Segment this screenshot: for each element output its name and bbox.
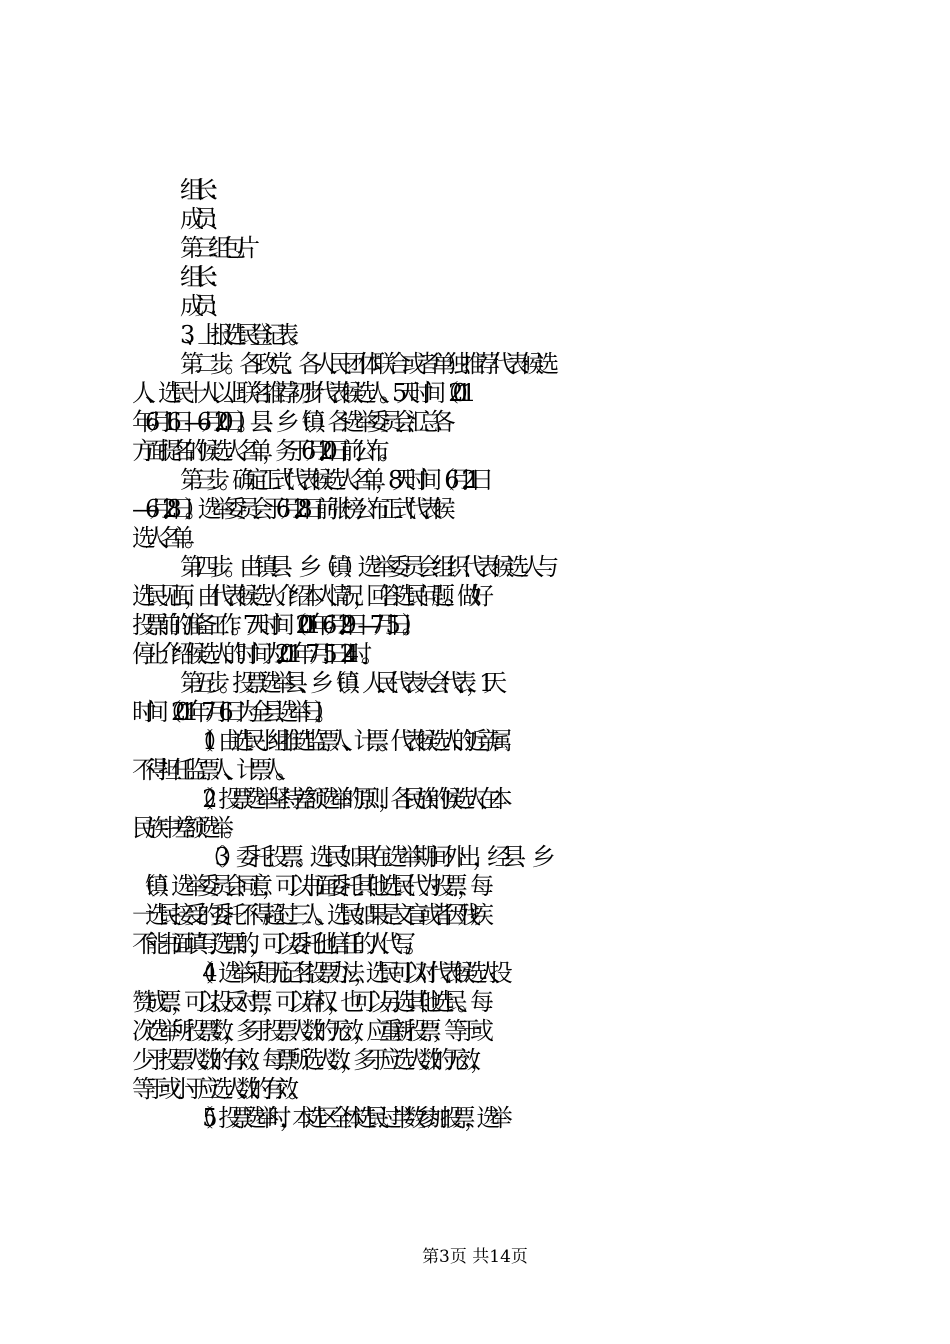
text-line: （镇）选举委员会同意，可以书面委托其他选民代为投票，每: [132, 872, 483, 900]
text-line: 成员：: [180, 205, 222, 233]
text-line: （2）投票选举坚持差额选举的原则，各民族的候选人在本: [190, 785, 502, 813]
text-line: 组长：: [180, 176, 222, 204]
text-line: 方面提名的候选人名单，务于6月20日前公布。: [132, 437, 392, 465]
text-line: 一选民接受的委托不得超过三人。选民如果是文盲或者因残疾: [132, 901, 483, 929]
text-line: （4）选举采用无记名投票办法，选民可以对代表候选人投: [190, 959, 502, 987]
text-line: 组长：: [180, 263, 222, 291]
text-line: 第五步。投票选举县、乡（镇）人民代表大会代表，1天: [180, 669, 497, 697]
text-line: 选民见面，由代表候选人介绍本人情况，回答选民问题。做好: [132, 582, 483, 610]
text-line: 人、选民十人以上联名推荐初步代表候选人。5天时间（2011: [132, 379, 466, 407]
text-line: 第二步。各政党、各人民团体联合或者单独推荐代表候选: [180, 350, 550, 378]
text-line: 选人名单。: [132, 524, 197, 552]
text-line: 第三组包片: [180, 234, 250, 262]
text-line: —6月28日）。选举委员会于6月28日前张榜公布正式代表候: [132, 495, 445, 523]
text-line: 第四步。由镇县、乡（镇）选举委员会组织代表候选人与: [180, 553, 550, 581]
text-line: 少于投票人数的有效。每票所选人数，多于应选人数的无效，: [132, 1046, 483, 1074]
text-line: 民族中差额选举。: [132, 814, 236, 842]
text-line: （5）投票选举时，本选区全体选民过半数参加投票，选举: [190, 1104, 502, 1132]
text-line: （3）委托投票。选民如果在选举期间外出，经县、乡: [200, 843, 547, 871]
text-line: 时间（2011年7月6日为全县选举日）。: [132, 698, 328, 726]
text-line: 不能书面填写选票的，可以委托他信任的人代写。: [132, 930, 418, 958]
text-line: （1）由选民小组推选监票人、计票。代表候选人的近亲属: [190, 727, 502, 755]
text-line: 赞成票，可以投反对票，可以弃权，也可以另选其他选民。每: [132, 988, 483, 1016]
text-line: 年6月16日—6月20日）。县、乡（镇）各选举委员会汇总各: [132, 408, 445, 436]
text-line: 投票前的准备工作。7天时间（2011年6月29日—7月5日）。: [132, 611, 414, 639]
text-line: 第三步。确定正式代表候选人名单，8天时间（6月21日: [180, 466, 484, 494]
text-line: 等于或小于应选人数的有效。: [132, 1075, 301, 1103]
text-line: 3、上报选民登记表。: [180, 321, 302, 349]
page-footer: 第3页 共14页: [422, 1247, 528, 1267]
text-line: 停止介绍候选人的时间为2011年7月5日24时。: [132, 640, 375, 668]
document-body: [0, 176, 950, 1133]
text-line: 不得担任监票人、计票人。: [132, 756, 288, 784]
text-line: 成员：: [180, 292, 222, 320]
text-line: 次选举所投票数，多于投票人数的无效，应重新投票；等于或: [132, 1017, 483, 1045]
